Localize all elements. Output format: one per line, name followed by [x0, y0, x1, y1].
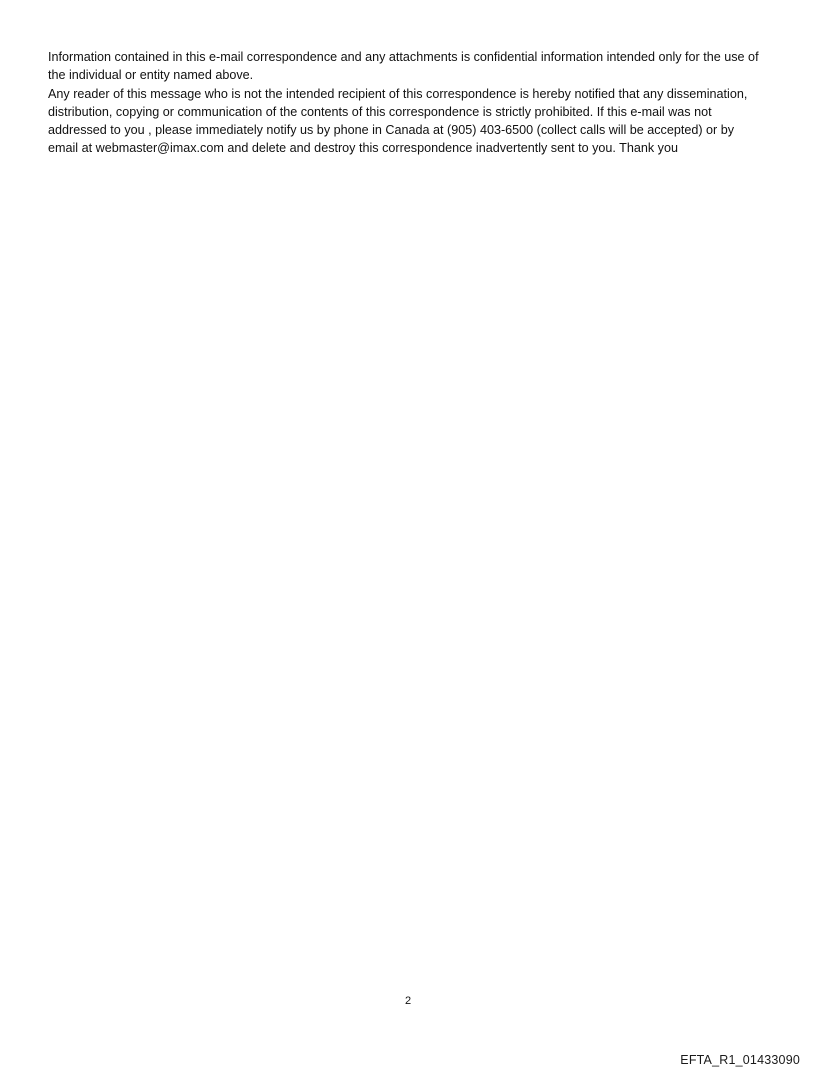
confidentiality-paragraph: Information contained in this e-mail correspondence and any attachments is confidential information intended only for the use of the individual or entity named above.: [48, 50, 759, 83]
document-id-stamp: EFTA_R1_01433090: [680, 1053, 800, 1067]
recipient-notice-paragraph: Any reader of this message who is not the intended recipient of this correspondence is hereby notified that any dissemination, distribution, copying or communication of the contents of this correspondence is strictly prohibited. If this e-mail was not addressed to you , please immediately notify us by phone in Canada at (905) 403-6500 (collect calls will be accepted) or by email at webmaster@imax.com and delete and destroy this correspondence inadvertently sent to you. Thank you: [48, 86, 748, 156]
confidentiality-notice: [48, 48, 764, 158]
page-number: 2: [404, 995, 412, 1007]
